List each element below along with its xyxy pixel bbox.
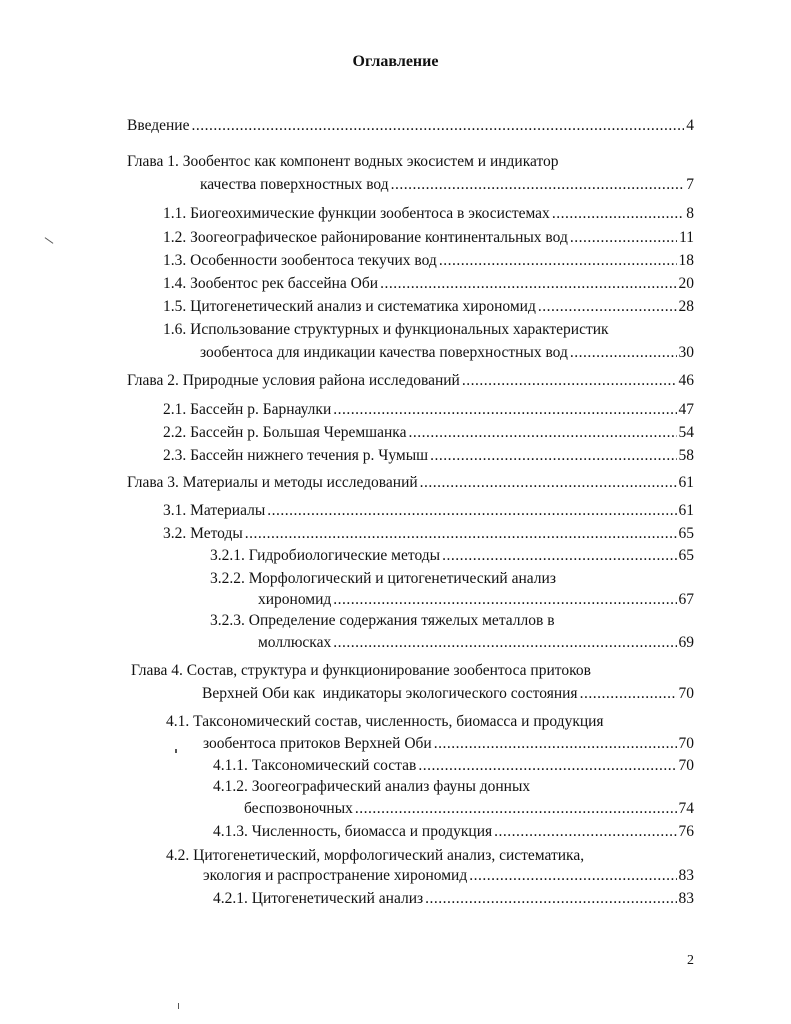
toc-entry-chapter-3 xyxy=(127,473,694,493)
dot-leader xyxy=(538,297,677,317)
toc-page-number: 46 xyxy=(678,372,694,389)
toc-entry-label: зообентоса для индикации качества поверхностных вод xyxy=(200,344,568,361)
toc-page-number: 8 xyxy=(686,205,694,222)
dot-leader xyxy=(333,590,676,610)
toc-page-number: 69 xyxy=(678,634,694,651)
toc-entry-3-2-3 xyxy=(258,633,694,653)
toc-page-number: 54 xyxy=(678,424,694,441)
toc-entry-label: 4.1.1. Таксономический состав xyxy=(213,757,417,774)
toc-entry-label: Глава 2. Природные условия района исследований xyxy=(127,372,460,389)
toc-entry-label: 2.3. Бассейн нижнего течения р. Чумыш xyxy=(163,447,429,464)
toc-page-number: 61 xyxy=(678,474,694,491)
dot-leader xyxy=(439,251,677,271)
toc-entry-3-2-1 xyxy=(210,546,694,566)
toc-entry-3-2 xyxy=(163,524,694,544)
toc-entry-label: Глава 3. Материалы и методы исследований xyxy=(127,474,418,491)
toc-page-number: 11 xyxy=(679,229,694,246)
toc-entry-3-1 xyxy=(163,501,694,521)
scan-speck xyxy=(175,749,177,753)
toc-page-number: 18 xyxy=(678,252,694,269)
toc-page-number: 7 xyxy=(686,176,694,193)
toc-entry-2-1 xyxy=(163,400,694,420)
toc-entry-3-2-2-line1: 3.2.2. Морфологический и цитогенетический анализ xyxy=(210,570,556,587)
toc-entry-1-2 xyxy=(163,228,694,248)
toc-page-number: 4 xyxy=(686,117,694,134)
toc-page-number: 58 xyxy=(678,447,694,464)
toc-entry-label: зообентоса притоков Верхней Оби xyxy=(203,735,432,752)
toc-entry-1-4 xyxy=(163,274,694,294)
dot-leader xyxy=(355,799,677,819)
toc-entry-label: 1.5. Цитогенетический анализ и систематика хирономид xyxy=(163,298,536,315)
dot-leader xyxy=(430,446,676,466)
toc-entry-label: хирономид xyxy=(258,591,332,608)
toc-chapter-4-line1: Глава 4. Состав, структура и функционирование зообентоса притоков xyxy=(131,662,591,679)
toc-entry-1-6-line1: 1.6. Использование структурных и функциональных характеристик xyxy=(163,321,609,338)
toc-page-number: 83 xyxy=(678,867,694,884)
toc-entry-label: 1.3. Особенности зообентоса текучих вод xyxy=(163,252,437,269)
toc-entry-label: экология и распространение хирономид xyxy=(203,867,468,884)
toc-entry-chapter-2 xyxy=(127,371,694,391)
toc-entry-1-5 xyxy=(163,297,694,317)
scan-speck xyxy=(45,237,54,244)
toc-entry-4-1-1 xyxy=(213,756,694,776)
toc-entry-3-2-2 xyxy=(258,590,694,610)
toc-entry-label: Введение xyxy=(127,117,190,134)
scan-speck xyxy=(178,1003,179,1009)
dot-leader xyxy=(494,822,676,842)
toc-entry-label: 2.1. Бассейн р. Барнаулки xyxy=(163,401,332,418)
page-title: Оглавление xyxy=(352,53,439,70)
dot-leader xyxy=(434,734,677,754)
toc-page-number: 70 xyxy=(678,685,694,702)
dot-leader xyxy=(570,343,677,363)
toc-page-number: 83 xyxy=(678,890,694,907)
toc-entry-2-3 xyxy=(163,446,694,466)
dot-leader xyxy=(462,371,677,391)
dot-leader xyxy=(267,501,676,521)
dot-leader xyxy=(580,684,677,704)
toc-entry-label: 3.2. Методы xyxy=(163,525,243,542)
dot-leader xyxy=(418,756,676,776)
toc-entry-4-1-3 xyxy=(213,822,694,842)
toc-entry-label: 4.2.1. Цитогенетический анализ xyxy=(213,890,424,907)
toc-chapter-1-line1: Глава 1. Зообентос как компонент водных экосистем и индикатор xyxy=(127,153,559,170)
dot-leader xyxy=(570,228,677,248)
toc-entry-label: 3.1. Материалы xyxy=(163,502,266,519)
toc-page-number: 30 xyxy=(678,344,694,361)
toc-entry-label: 3.2.1. Гидробиологические методы xyxy=(210,547,441,564)
toc-entry-label: моллюсках xyxy=(258,634,332,651)
dot-leader xyxy=(420,473,677,493)
toc-entry-4-2-1 xyxy=(213,889,694,909)
toc-entry-3-2-3-line1: 3.2.3. Определение содержания тяжелых металлов в xyxy=(210,612,555,629)
toc-page-number: 76 xyxy=(678,823,694,840)
toc-page-number: 67 xyxy=(678,591,694,608)
toc-entry-label: 1.1. Биогеохимические функции зообентоса в экосистемах xyxy=(163,205,550,222)
dot-leader xyxy=(380,274,676,294)
toc-entry-intro xyxy=(127,116,694,136)
toc-entry-label: качества поверхностных вод xyxy=(200,176,389,193)
dot-leader xyxy=(469,866,676,886)
dot-leader xyxy=(245,524,677,544)
dot-leader xyxy=(425,889,676,909)
toc-entry-4-1-line1: 4.1. Таксономический состав, численность, биомасса и продукция xyxy=(166,713,604,730)
toc-page-number: 65 xyxy=(678,547,694,564)
toc-entry-chapter-1 xyxy=(200,175,694,195)
toc-entry-label: Верхней Оби как индикаторы экологического состояния xyxy=(202,685,578,702)
toc-entry-1-1 xyxy=(163,204,694,224)
toc-entry-label: 1.4. Зообентос рек бассейна Оби xyxy=(163,275,379,292)
dot-leader xyxy=(191,116,684,136)
toc-entry-label: 1.2. Зоогеографическое районирование континентальных вод xyxy=(163,229,568,246)
toc-entry-4-1 xyxy=(203,734,694,754)
dot-leader xyxy=(391,175,685,195)
toc-entry-chapter-4 xyxy=(202,684,694,704)
page-number: 2 xyxy=(687,953,694,968)
dot-leader xyxy=(408,423,676,443)
toc-entry-4-2-line1: 4.2. Цитогенетический, морфологический анализ, систематика, xyxy=(166,847,585,864)
toc-entry-label: 4.1.3. Численность, биомасса и продукция xyxy=(213,823,493,840)
toc-entry-4-2 xyxy=(203,866,694,886)
toc-page-number: 70 xyxy=(678,735,694,752)
toc-page-number: 70 xyxy=(678,757,694,774)
toc-entry-1-6 xyxy=(200,343,694,363)
toc-entry-1-3 xyxy=(163,251,694,271)
dot-leader xyxy=(333,633,676,653)
toc-page-number: 47 xyxy=(678,401,694,418)
toc-entry-4-1-2-line1: 4.1.2. Зоогеографический анализ фауны донных xyxy=(213,778,531,795)
toc-page-number: 74 xyxy=(678,800,694,817)
dot-leader xyxy=(333,400,676,420)
toc-page-number: 65 xyxy=(678,525,694,542)
toc-entry-label: беспозвоночных xyxy=(244,800,353,817)
toc-page-number: 61 xyxy=(678,502,694,519)
dot-leader xyxy=(442,546,676,566)
toc-page-number: 28 xyxy=(678,298,694,315)
dot-leader xyxy=(552,204,684,224)
toc-page-number: 20 xyxy=(678,275,694,292)
toc-entry-2-2 xyxy=(163,423,694,443)
toc-entry-4-1-2 xyxy=(244,799,694,819)
toc-entry-label: 2.2. Бассейн р. Большая Черемшанка xyxy=(163,424,407,441)
